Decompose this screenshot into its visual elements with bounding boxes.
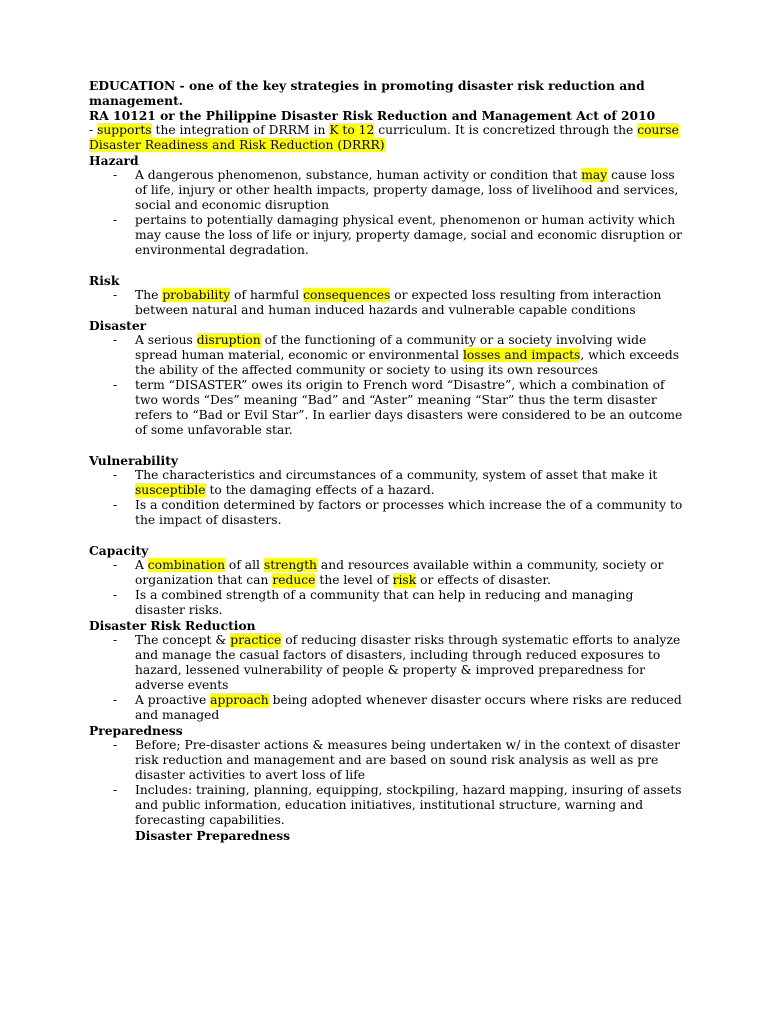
highlight-losses-and-impacts: losses and impacts	[462, 348, 581, 362]
list-item: - pertains to potentially damaging physical event, phenomenon or human activity which may cause the loss of life or injury, property damage, social and economic disruption or environmental degradation.	[135, 213, 685, 258]
list-item: - A proactive approach being adopted whenever disaster occurs where risks are reduced and managed	[135, 693, 685, 723]
vulnerability-list	[89, 468, 685, 528]
disaster-list	[89, 333, 685, 438]
spacer	[89, 438, 685, 453]
list-item: - Is a condition determined by factors or processes which increase the of a community to the impact of disasters.	[135, 498, 685, 528]
list-item: - A dangerous phenomenon, substance, human activity or condition that may cause loss of life, injury or other health impacts, property damage, loss of livelihood and services, social and economic disruption	[135, 168, 685, 213]
highlight-practice: practice	[230, 633, 282, 647]
section-heading-preparedness: Preparedness	[89, 723, 183, 738]
list-item: - A combination of all strength and resources available within a community, society or organization that can reduce the level of risk or effects of disaster.	[135, 558, 685, 588]
highlight-combination: combination	[147, 558, 226, 572]
list-item: - The concept & practice of reducing disaster risks through systematic efforts to analyze and manage the casual factors of disasters, including through reduced exposures to hazard, lessened vulnerability of people & property & improved preparedness for adverse events	[135, 633, 685, 693]
list-item: - The characteristics and circumstances of a community, system of asset that make it susceptible to the damaging effects of a hazard.	[135, 468, 685, 498]
highlight-approach: approach	[210, 693, 269, 707]
section-heading-drr: Disaster Risk Reduction	[89, 618, 256, 633]
section-heading-risk: Risk	[89, 273, 120, 288]
highlight-probability: probability	[162, 288, 231, 302]
list-item: - The probability of harmful consequences or expected loss resulting from interaction between natural and human induced hazards and vulnerable capable conditions	[135, 288, 685, 318]
list-item: - A serious disruption of the functioning of a community or a society involving wide spread human material, economic or environmental losses and impacts, which exceeds the ability of the affected community or society to using its own resources	[135, 333, 685, 378]
section-heading-capacity: Capacity	[89, 543, 149, 558]
list-item: - Is a combined strength of a community that can help in reducing and managing disaster risks.	[135, 588, 685, 618]
drr-list	[89, 633, 685, 723]
spacer	[89, 258, 685, 273]
risk-list	[89, 288, 685, 318]
highlight-disruption: disruption	[196, 333, 261, 347]
highlight-may: may	[581, 168, 608, 182]
document-page	[89, 78, 685, 843]
list-item: - Before; Pre-disaster actions & measures being undertaken w/ in the context of disaster risk reduction and management and are based on sound risk analysis as well as pre disaster activities to avert loss of life	[135, 738, 685, 783]
document-title	[89, 78, 685, 108]
section-heading-disaster: Disaster	[89, 318, 147, 333]
hazard-list	[89, 168, 685, 258]
highlight-strength: strength	[263, 558, 317, 572]
list-item: - term “DISASTER” owes its origin to French word “Disastre”, which a combination of two words “Des” meaning “Bad” and “Aster” meaning “Star” thus the term disaster refers to “Bad or Evil Star”. In earlier days disasters were considered to be an outcome of some unfavorable star.	[135, 378, 685, 438]
preparedness-list	[89, 738, 685, 828]
highlight-consequences: consequences	[303, 288, 391, 302]
highlight-course-drrr: course Disaster Readiness and Risk Reduction (DRRR)	[89, 123, 679, 152]
highlight-susceptible: susceptible	[135, 483, 206, 497]
spacer	[89, 528, 685, 543]
section-heading-hazard: Hazard	[89, 153, 139, 168]
highlight-risk: risk	[392, 573, 417, 587]
list-item: - Includes: training, planning, equipping, stockpiling, hazard mapping, insuring of assets and public information, education initiatives, institutional structure, warning and forecasting capabilities.	[135, 783, 685, 828]
highlight-supports: supports	[97, 123, 152, 137]
law-description: - supports the integration of DRRM in K to 12 curriculum. It is concretized through the course Disaster Readiness and Risk Reduction (DRRR)	[89, 123, 679, 152]
subheading-disaster-preparedness: Disaster Preparedness	[135, 828, 291, 843]
highlight-reduce: reduce	[272, 573, 316, 587]
highlight-k-to-12: K to 12	[329, 123, 375, 137]
capacity-list	[89, 558, 685, 618]
title-lead: EDUCATION	[89, 78, 176, 93]
title-rest: - one of the key strategies in promoting disaster risk reduction and management.	[89, 78, 645, 108]
section-heading-vulnerability: Vulnerability	[89, 453, 179, 468]
law-title: RA 10121 or the Philippine Disaster Risk Reduction and Management Act of 2010	[89, 108, 656, 123]
